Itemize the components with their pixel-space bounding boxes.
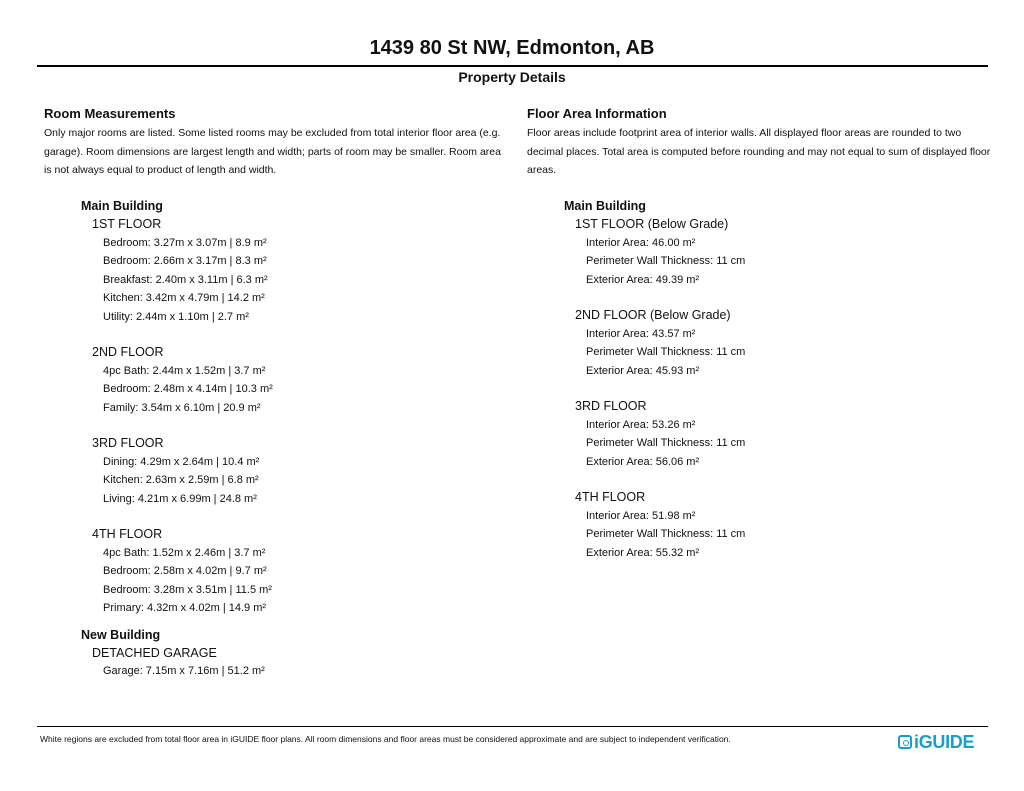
area-entry: Exterior Area: 45.93 m² bbox=[586, 364, 700, 377]
page-title: 1439 80 St NW, Edmonton, AB bbox=[369, 37, 655, 59]
room-entry: Primary: 4.32m x 4.02m | 14.9 m² bbox=[103, 602, 267, 614]
room-measurements-list bbox=[81, 197, 273, 681]
building-group bbox=[81, 197, 273, 618]
floor-group bbox=[564, 215, 745, 289]
room-entry: 4pc Bath: 1.52m x 2.46m | 3.7 m² bbox=[103, 546, 266, 559]
area-entry: Interior Area: 43.57 m² bbox=[586, 327, 696, 340]
floor-group bbox=[81, 434, 273, 508]
iguide-logo bbox=[898, 731, 974, 753]
floor-group bbox=[81, 525, 273, 618]
area-entry: Perimeter Wall Thickness: 11 cm bbox=[586, 528, 746, 540]
floor-group bbox=[564, 488, 745, 562]
floor-name: 1ST FLOOR bbox=[92, 217, 162, 231]
area-entry: Perimeter Wall Thickness: 11 cm bbox=[586, 346, 746, 358]
room-entry: Bedroom: 2.48m x 4.14m | 10.3 m² bbox=[103, 383, 273, 395]
floor-name: 1ST FLOOR (Below Grade) bbox=[575, 217, 729, 231]
iguide-logo-text: iGUIDE bbox=[914, 732, 975, 752]
room-entry: Bedroom: 3.27m x 3.07m | 8.9 m² bbox=[103, 236, 267, 249]
floor-group bbox=[564, 397, 745, 471]
floor-group bbox=[564, 306, 745, 380]
room-entry: Bedroom: 2.58m x 4.02m | 9.7 m² bbox=[103, 565, 267, 577]
floor-name: 4TH FLOOR bbox=[575, 490, 646, 504]
room-entry: Living: 4.21m x 6.99m | 24.8 m² bbox=[103, 492, 257, 505]
area-entry: Interior Area: 46.00 m² bbox=[586, 236, 696, 249]
title-divider bbox=[37, 65, 988, 67]
floor-area-section bbox=[527, 105, 992, 180]
room-entry: Bedroom: 3.28m x 3.51m | 11.5 m² bbox=[103, 583, 272, 596]
floor-name: 3RD FLOOR bbox=[575, 399, 647, 413]
area-entry: Interior Area: 53.26 m² bbox=[586, 418, 696, 431]
area-entry: Perimeter Wall Thickness: 11 cm bbox=[586, 437, 746, 449]
area-entry: Interior Area: 51.98 m² bbox=[586, 509, 696, 522]
room-entry: 4pc Bath: 2.44m x 1.52m | 3.7 m² bbox=[103, 364, 266, 377]
floor-name: DETACHED GARAGE bbox=[92, 645, 217, 660]
footer-disclaimer: White regions are excluded from total floor area in iGUIDE floor plans. All room dimensions and floor areas must be considered approximate and are subject to independent verification. bbox=[40, 734, 731, 744]
room-entry: Garage: 7.15m x 7.16m | 51.2 m² bbox=[103, 665, 265, 677]
floor-area-list bbox=[564, 197, 745, 562]
floor-name: 2ND FLOOR bbox=[92, 345, 164, 359]
floor-group bbox=[81, 644, 273, 681]
floor-group bbox=[81, 343, 273, 417]
room-measurements-section bbox=[44, 105, 504, 180]
room-measurements-heading: Room Measurements bbox=[44, 106, 176, 121]
area-entry: Exterior Area: 49.39 m² bbox=[586, 273, 700, 286]
floor-group bbox=[81, 215, 273, 326]
area-entry: Exterior Area: 56.06 m² bbox=[586, 455, 700, 468]
floor-name: 2ND FLOOR (Below Grade) bbox=[575, 308, 731, 322]
room-entry: Breakfast: 2.40m x 3.11m | 6.3 m² bbox=[103, 273, 268, 286]
area-entry: Exterior Area: 55.32 m² bbox=[586, 546, 700, 559]
room-entry: Bedroom: 2.66m x 3.17m | 8.3 m² bbox=[103, 255, 267, 267]
room-entry: Kitchen: 2.63m x 2.59m | 6.8 m² bbox=[103, 474, 259, 486]
building-name: Main Building bbox=[564, 199, 646, 213]
area-entry: Perimeter Wall Thickness: 11 cm bbox=[586, 255, 746, 267]
page-subtitle: Property Details bbox=[458, 69, 566, 85]
footer-divider bbox=[37, 726, 988, 727]
building-group bbox=[564, 197, 745, 562]
room-entry: Kitchen: 3.42m x 4.79m | 14.2 m² bbox=[103, 292, 265, 304]
room-entry: Dining: 4.29m x 2.64m | 10.4 m² bbox=[103, 455, 260, 468]
floor-area-note: Floor areas include footprint area of interior walls. All displayed floor areas are rounded to two decimal places. Total area is computed before rounding and may not equal to sum of displayed floor areas. bbox=[527, 127, 991, 176]
room-measurements-note: Only major rooms are listed. Some listed rooms may be excluded from total interior floor area (e.g. garage). Room dimensions are largest length and width; parts of room may be smaller. Room area is not always equal to product of length and width. bbox=[44, 127, 501, 176]
room-entry: Family: 3.54m x 6.10m | 20.9 m² bbox=[103, 401, 261, 414]
building-name: New Building bbox=[81, 627, 161, 642]
floor-name: 3RD FLOOR bbox=[92, 436, 164, 450]
floor-name: 4TH FLOOR bbox=[92, 527, 163, 541]
building-group bbox=[81, 626, 273, 681]
iguide-logo-icon bbox=[898, 735, 912, 749]
room-entry: Utility: 2.44m x 1.10m | 2.7 m² bbox=[103, 310, 249, 323]
floor-area-heading: Floor Area Information bbox=[527, 106, 667, 121]
building-name: Main Building bbox=[81, 199, 163, 213]
